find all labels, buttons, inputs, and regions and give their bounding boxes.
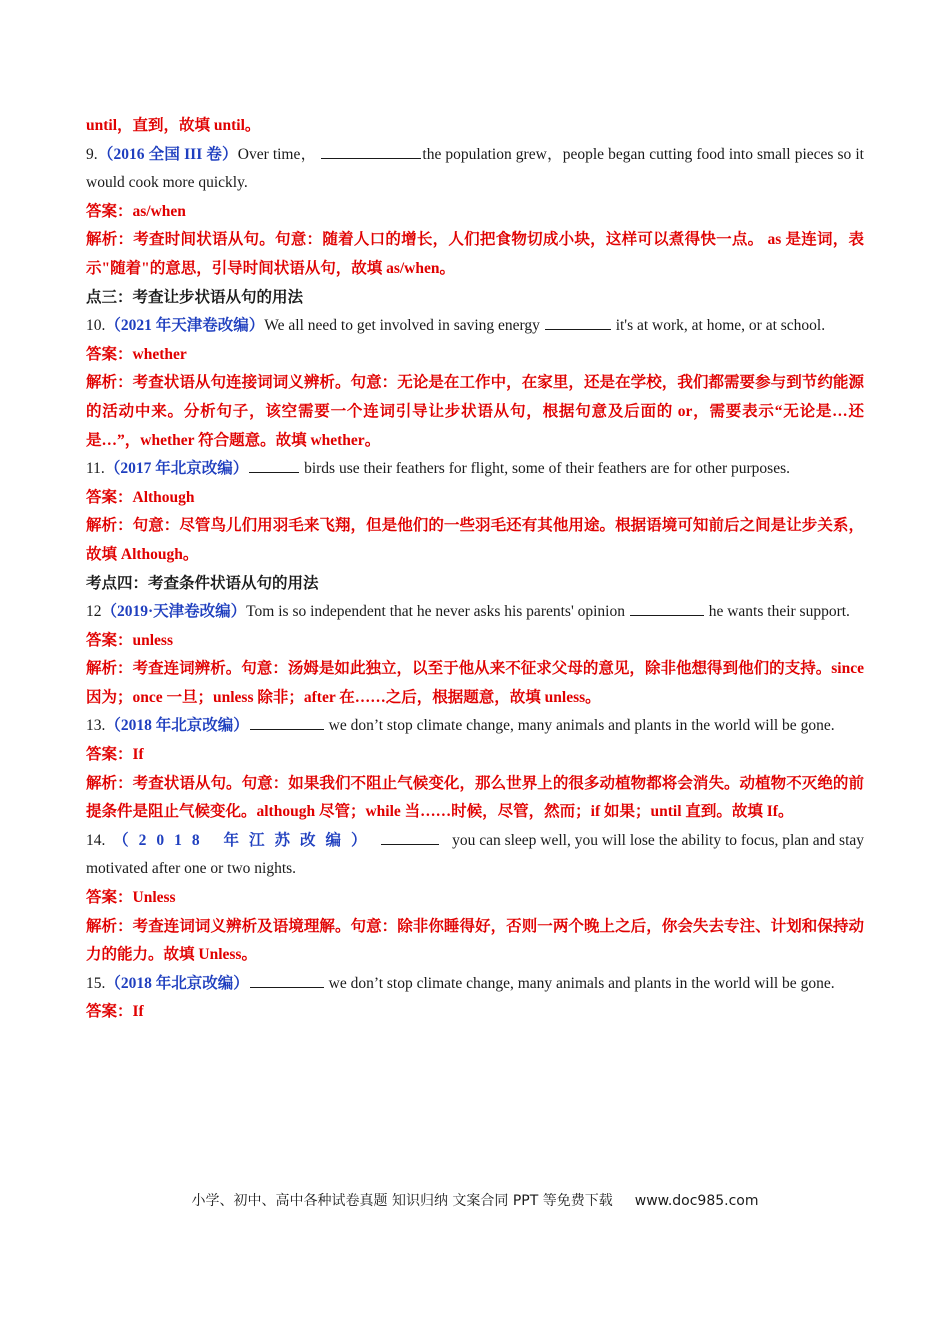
answer-15: 答案：If bbox=[86, 1003, 144, 1021]
question-number: 9. bbox=[86, 145, 98, 163]
answer-blank bbox=[250, 971, 324, 988]
question-13 bbox=[86, 712, 864, 741]
question-text: Tom is so independent that he never asks his parents' opinion bbox=[246, 603, 625, 621]
question-number: 11. bbox=[86, 460, 105, 478]
question-text: birds use their feathers for flight, some of their feathers are for other purposes. bbox=[304, 460, 791, 478]
question-text: it's at work, at home, or at school. bbox=[615, 317, 826, 335]
explanation-11: 解析：句意：尽管鸟儿们用羽毛来飞翔，但是他们的一些羽毛还有其他用途。根据语境可知前后之间是让步关系，故填 Although。 bbox=[86, 517, 864, 563]
question-text: Over time， bbox=[237, 145, 317, 163]
question-source: （2016 全国 III 卷） bbox=[97, 145, 238, 163]
footer-text: 小学、初中、高中各种试卷真题 知识归纳 文案合同 PPT 等免费下载 bbox=[191, 1193, 613, 1209]
answer-blank bbox=[321, 142, 421, 159]
question-text: you can sleep well, you will lose the ability to focus, plan and stay motivated after one or two nights. bbox=[86, 831, 865, 878]
question-source: （2019·天津卷改编） bbox=[101, 603, 247, 621]
answer-continuation: until，直到，故填 until。 bbox=[86, 117, 261, 134]
explanation-14: 解析：考查连词词义辨析及语境理解。句意：除非你睡得好，否则一两个晚上之后，你会失去专注、计划和保持动力的能力。故填 Unless。 bbox=[86, 917, 864, 964]
answer-9: 答案：as/when bbox=[86, 202, 186, 220]
question-14 bbox=[86, 827, 864, 884]
question-15 bbox=[86, 970, 864, 999]
footer-site-link[interactable]: www.doc985.com bbox=[634, 1193, 759, 1209]
answer-blank bbox=[545, 313, 611, 330]
question-text: he wants their support. bbox=[708, 603, 850, 621]
answer-10: 答案：whether bbox=[86, 345, 187, 363]
question-source: （2018 年北京改编） bbox=[105, 974, 249, 992]
question-10 bbox=[86, 312, 864, 341]
question-text: the population grew，people began cutting food into small pieces so it would cook more quickly. bbox=[86, 145, 864, 192]
question-text: we don’t stop climate change, many animals and plants in the world will be gone. bbox=[328, 717, 835, 735]
page-footer bbox=[0, 1190, 950, 1210]
explanation-12: 解析：考查连词辨析。句意：汤姆是如此独立，以至于他从来不征求父母的意见，除非他想得到他们的支持。since 因为；once 一旦；unless 除非；after 在……之后，根据题意，故填 unless。 bbox=[86, 660, 864, 706]
explanation-10: 解析：考查状语从句连接词词义辨析。句意：无论是在工作中，在家里，还是在学校，我们都需要参与到节约能源的活动中来。分析句子，该空需要一个连词引导让步状语从句，根据句意及后面的 or，需要表示“无论是…还是…”，whether 符合题意。故填 whether。 bbox=[86, 374, 864, 449]
question-text: We all need to get involved in saving energy bbox=[264, 317, 540, 335]
answer-12: 答案：unless bbox=[86, 631, 173, 649]
question-number: 13. bbox=[86, 717, 106, 735]
question-source: （2018 年北京改编） bbox=[105, 717, 249, 735]
section-heading: 考点四：考查条件状语从句的用法 bbox=[86, 574, 319, 592]
question-number: 10. bbox=[86, 317, 106, 335]
answer-blank bbox=[250, 713, 324, 730]
answer-13: 答案：If bbox=[86, 746, 144, 764]
question-9 bbox=[86, 141, 864, 198]
question-11 bbox=[86, 455, 864, 484]
question-text: we don’t stop climate change, many animals and plants in the world will be gone. bbox=[328, 974, 835, 992]
answer-blank bbox=[249, 456, 299, 473]
answer-blank bbox=[381, 828, 439, 845]
question-source: （2018 年江苏改编） bbox=[113, 831, 377, 849]
question-12 bbox=[86, 598, 864, 627]
explanation-13: 解析：考查状语从句。句意：如果我们不阻止气候变化，那么世界上的很多动植物都将会消失。动植物不灭绝的前提条件是阻止气候变化。although 尽管；while 当……时候，尽管，然而；if 如果；until 直到。故填 If。 bbox=[86, 774, 864, 821]
question-number: 15. bbox=[86, 974, 106, 992]
answer-11: 答案：Although bbox=[86, 488, 195, 506]
question-source: （2021 年天津卷改编） bbox=[105, 317, 265, 335]
question-number: 14. bbox=[86, 831, 106, 849]
section-heading: 点三：考查让步状语从句的用法 bbox=[86, 288, 304, 306]
answer-blank bbox=[630, 599, 704, 616]
question-number: 12 bbox=[86, 603, 102, 621]
question-source: （2017 年北京改编） bbox=[104, 460, 249, 478]
answer-14: 答案：Unless bbox=[86, 889, 176, 907]
document-body bbox=[86, 112, 864, 1027]
explanation-9: 解析：考查时间状语从句。句意：随着人口的增长，人们把食物切成小块，这样可以煮得快一点。 as 是连词，表示"随着"的意思，引导时间状语从句，故填 as/when。 bbox=[86, 231, 864, 277]
